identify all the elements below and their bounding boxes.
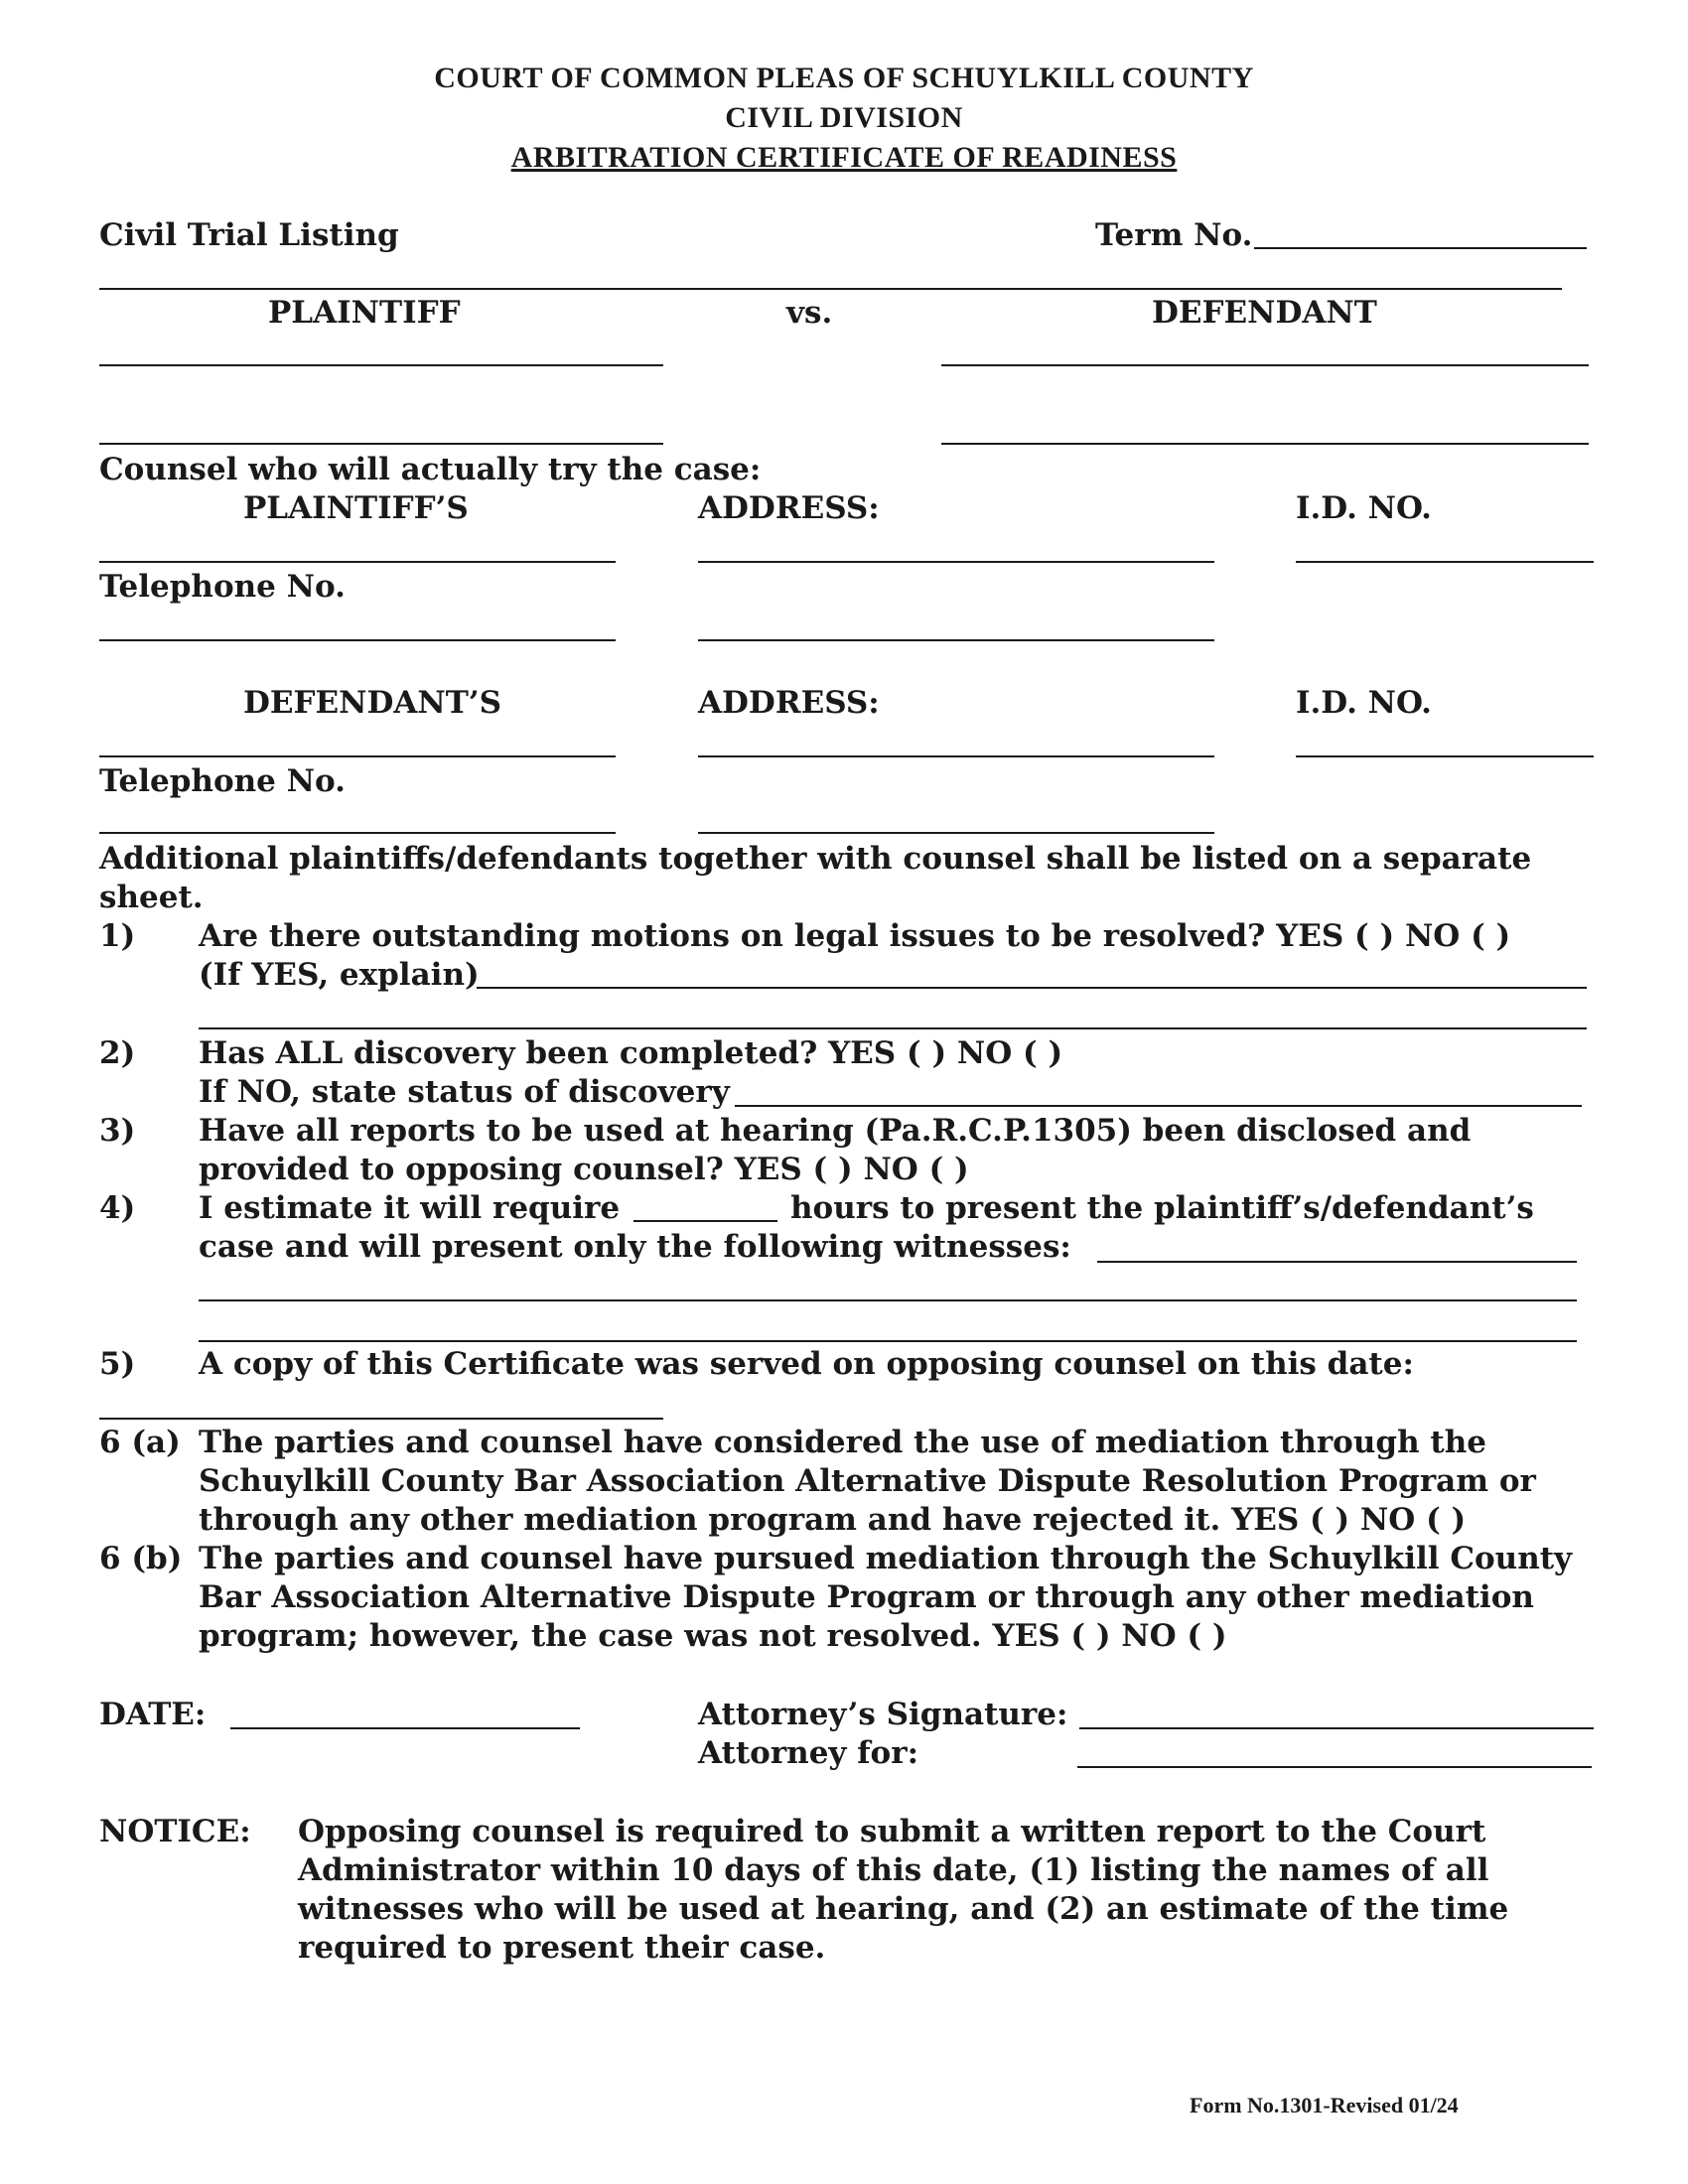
defendant-name-field-1[interactable] [941, 364, 1589, 366]
plaintiffs-counsel-label: PLAINTIFF’S [243, 490, 469, 526]
q5-number: 5) [99, 1346, 136, 1382]
plaintiff-telephone-label: Telephone No. [99, 569, 346, 605]
defendants-counsel-label: DEFENDANT’S [243, 685, 502, 721]
q2-status-label: If NO, state status of discovery [199, 1074, 730, 1110]
q6b-line1: The parties and counsel have pursued mediation through the Schuylkill County [199, 1541, 1573, 1576]
plaintiff-id-field[interactable] [1296, 561, 1594, 563]
q1-explain-field-2[interactable] [199, 1027, 1587, 1029]
q5-text: A copy of this Certificate was served on opposing counsel on this date: [199, 1346, 1414, 1382]
form-title [0, 139, 1688, 177]
q3-text-line1: Have all reports to be used at hearing (Pa.R.C.P.1305) been disclosed and [199, 1113, 1472, 1149]
q6b-number: 6 (b) [99, 1541, 183, 1576]
defendant-telephone-label: Telephone No. [99, 763, 346, 799]
defendant-address-field-2[interactable] [698, 832, 1214, 834]
q2-status-field[interactable] [735, 1105, 1582, 1107]
defendant-address-field-1[interactable] [698, 755, 1214, 757]
q5-date-field[interactable] [99, 1418, 663, 1420]
notice-line2: Administrator within 10 days of this date, (1) listing the names of all [298, 1852, 1489, 1888]
defendant-name-field-2[interactable] [941, 443, 1589, 445]
division-name: CIVIL DIVISION [725, 101, 963, 134]
plaintiff-label: PLAINTIFF [268, 295, 461, 331]
plaintiff-address-field-2[interactable] [698, 639, 1214, 641]
q3-number: 3) [99, 1113, 136, 1149]
q6b-line2: Bar Association Alternative Dispute Program or through any other mediation [199, 1579, 1534, 1615]
q1-explain-label: (If YES, explain) [199, 957, 480, 993]
form-title-text: ARBITRATION CERTIFICATE OF READINESS [510, 141, 1178, 174]
q4-text-b: hours to present the plaintiff’s/defendant’s [790, 1190, 1534, 1226]
q4-text-line2: case and will present only the following witnesses: [199, 1229, 1071, 1265]
q6a-line3: through any other mediation program and have rejected it. YES ( ) NO ( ) [199, 1502, 1467, 1538]
vs-label: vs. [786, 295, 833, 331]
notice-line4: required to present their case. [298, 1930, 826, 1966]
defendant-label: DEFENDANT [1152, 295, 1377, 331]
counsel-intro: Counsel who will actually try the case: [99, 452, 762, 487]
additional-parties-line1: Additional plaintiffs/defendants together with counsel shall be listed on a separate [99, 841, 1532, 877]
q4-number: 4) [99, 1190, 136, 1226]
notice-label: NOTICE: [99, 1814, 251, 1849]
civil-trial-listing-label: Civil Trial Listing [99, 217, 399, 253]
plaintiff-id-label: I.D. NO. [1296, 490, 1432, 526]
plaintiff-address-label: ADDRESS: [698, 490, 880, 526]
q6a-number: 6 (a) [99, 1425, 181, 1460]
q1-number: 1) [99, 918, 136, 954]
q6b-line3: program; however, the case was not resolved. YES ( ) NO ( ) [199, 1618, 1227, 1654]
plaintiff-telephone-field[interactable] [99, 639, 616, 641]
plaintiff-counsel-field[interactable] [99, 561, 616, 563]
attorney-for-field[interactable] [1077, 1766, 1592, 1768]
q6a-line2: Schuylkill County Bar Association Alternative Dispute Resolution Program or [199, 1463, 1536, 1499]
defendant-telephone-field[interactable] [99, 832, 616, 834]
q4-witness-field-1[interactable] [1097, 1261, 1577, 1263]
q3-text-line2: provided to opposing counsel? YES ( ) NO ( ) [199, 1152, 969, 1187]
q2-text: Has ALL discovery been completed? YES ( ) NO ( ) [199, 1035, 1063, 1071]
q1-explain-field-1[interactable] [477, 987, 1587, 989]
q4-text-a: I estimate it will require [199, 1190, 621, 1226]
q2-number: 2) [99, 1035, 136, 1071]
term-no-field[interactable] [1254, 247, 1587, 249]
defendant-address-label: ADDRESS: [698, 685, 880, 721]
attorney-signature-label: Attorney’s Signature: [698, 1697, 1068, 1732]
plaintiff-address-field-1[interactable] [698, 561, 1214, 563]
attorney-signature-field[interactable] [1079, 1727, 1594, 1729]
q4-hours-field[interactable] [633, 1220, 777, 1222]
defendant-counsel-field[interactable] [99, 755, 616, 757]
form-number: Form No.1301-Revised 01/24 [1190, 2093, 1459, 2117]
date-field[interactable] [230, 1727, 580, 1729]
notice-line3: witnesses who will be used at hearing, and (2) an estimate of the time [298, 1891, 1509, 1927]
attorney-for-label: Attorney for: [698, 1735, 919, 1771]
q1-text: Are there outstanding motions on legal issues to be resolved? YES ( ) NO ( ) [199, 918, 1511, 954]
q4-witness-field-3[interactable] [199, 1340, 1577, 1342]
plaintiff-name-field-1[interactable] [99, 364, 663, 366]
notice-line1: Opposing counsel is required to submit a written report to the Court [298, 1814, 1486, 1849]
defendant-id-field[interactable] [1296, 755, 1594, 757]
caption-line[interactable] [99, 288, 1562, 290]
court-name: COURT OF COMMON PLEAS OF SCHUYLKILL COUNTY [434, 62, 1254, 94]
additional-parties-line2: sheet. [99, 880, 204, 915]
plaintiff-name-field-2[interactable] [99, 443, 663, 445]
defendant-id-label: I.D. NO. [1296, 685, 1432, 721]
q6a-line1: The parties and counsel have considered the use of mediation through the [199, 1425, 1486, 1460]
date-label: DATE: [99, 1697, 207, 1732]
q4-witness-field-2[interactable] [199, 1299, 1577, 1301]
term-no-label: Term No. [1095, 217, 1253, 253]
